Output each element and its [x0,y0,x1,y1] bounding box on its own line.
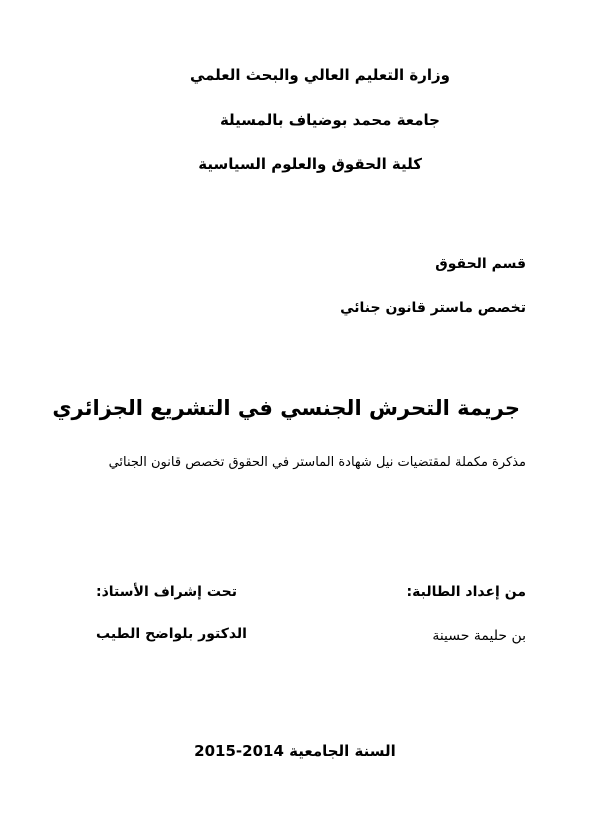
thesis-title: جريمة التحرش الجنسي في التشريع الجزائري [52,396,520,420]
supervisor-name: الدكتور بلواضح الطيب [96,626,247,642]
student-label: من إعداد الطالبة: [406,584,526,600]
department-name: قسم الحقوق [435,256,526,272]
student-name: بن حليمة حسينة [432,628,526,644]
specialization: تخصص ماستر قانون جنائي [340,300,526,316]
thesis-subtitle: مذكرة مكملة لمقتضيات نيل شهادة الماستر في الحقوق تخصص قانون الجنائي [108,455,526,470]
ministry-name: وزارة التعليم العالي والبحث العلمي [189,66,450,84]
academic-year: السنة الجامعية 2014-2015 [194,742,396,760]
faculty-name: كلية الحقوق والعلوم السياسية [198,155,422,173]
supervisor-label: تحت إشراف الأستاذ: [96,584,237,600]
university-name: جامعة محمد بوضياف بالمسيلة [219,111,440,129]
